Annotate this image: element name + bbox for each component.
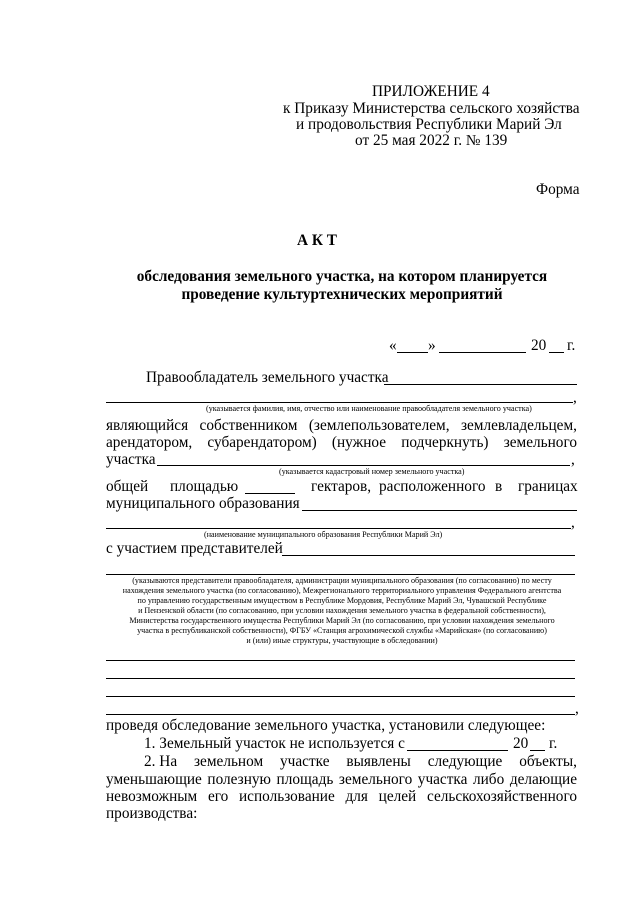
year-blank[interactable] <box>549 352 564 353</box>
document-title: А К Т <box>297 232 337 249</box>
participants-field-2[interactable] <box>106 574 575 575</box>
area-word-2: площадью <box>170 478 239 495</box>
status-line-3: участка <box>106 451 156 468</box>
order-reference: к Приказу Министерства сельского хозяйства <box>283 100 580 117</box>
cadastral-caption: (указывается кадастровый номер земельного участка) <box>279 467 465 476</box>
form-label: Форма <box>536 181 580 198</box>
year-suffix: г. <box>567 337 576 354</box>
finding-1-suffix: г. <box>549 735 558 752</box>
finding-2-line-2: уменьшающие полезную площадь земельного участка либо делающие <box>106 771 577 788</box>
finding-1-date-field[interactable] <box>407 750 508 751</box>
finding-2-line-1: 2. На земельном участке выявлены следующие объекты, <box>144 753 577 770</box>
subtitle-line-2: проведение культуртехнических мероприятий <box>181 286 503 303</box>
owner-field-2[interactable] <box>106 402 573 403</box>
participants-field-5[interactable] <box>106 696 575 697</box>
cadastral-number-field[interactable] <box>157 465 570 466</box>
subtitle-line-1: обследования земельного участка, на котором планируется <box>136 268 548 285</box>
status-comma: , <box>571 451 575 468</box>
owner-caption: (указывается фамилия, имя, отчество или наименование правообладателя земельного участка) <box>206 404 532 413</box>
participants-comma: , <box>575 700 579 717</box>
participants-caption-6: участка в республиканской собственности), ФГБУ «Станция агрохимической службы «Марийская» (по согласованию) <box>137 626 547 635</box>
municipality-field-1[interactable] <box>302 510 577 511</box>
participants-label: с участием представителей <box>106 540 283 557</box>
municipality-label: муниципального образования <box>106 495 300 512</box>
area-word-3: гектаров, <box>311 478 372 495</box>
participants-field-3[interactable] <box>106 660 575 661</box>
municipality-comma: , <box>571 514 575 531</box>
date-open-quote: « <box>389 337 397 354</box>
status-line-2: арендатором, субарендатором) (нужное подчеркнуть) земельного <box>106 434 577 451</box>
finding-1-year-field[interactable] <box>530 750 545 751</box>
area-word-4: расположенного <box>379 478 486 495</box>
municipality-caption: (наименование муниципального образования Республики Марий Эл) <box>204 530 443 539</box>
owner-label: Правообладатель земельного участка <box>146 369 389 386</box>
area-word-1: общей <box>106 478 149 495</box>
participants-caption-3: по управлению государственным имуществом в Республике Мордовия, Республике Марий Эл, Чувашской Республике <box>137 596 547 605</box>
area-hectares-field[interactable] <box>245 493 295 494</box>
participants-field-4[interactable] <box>106 678 575 679</box>
owner-field-1[interactable] <box>384 384 577 385</box>
area-word-5: в <box>495 478 503 495</box>
order-date: от 25 мая 2022 г. № 139 <box>355 132 508 149</box>
finding-1-year: 20 <box>513 735 529 752</box>
finding-2-line-4: производства: <box>106 805 198 822</box>
participants-field-1[interactable] <box>282 555 575 556</box>
participants-caption-7: и (или) иные структуры, участвующие в обследовании) <box>246 636 438 645</box>
findings-intro: проведя обследование земельного участка, установили следующее: <box>106 717 546 734</box>
participants-caption-4: и Пензенской области (по согласованию, при условии нахождения земельного участка в федеральной собственности), <box>138 606 546 615</box>
year-prefix: 20 <box>531 337 547 354</box>
day-blank[interactable] <box>397 352 428 353</box>
ministry-name: и продовольствия Республики Марий Эл <box>296 116 562 133</box>
participants-field-6[interactable] <box>106 714 575 715</box>
participants-caption-2: нахождения земельного участка (по согласованию), Межрегионального территориального управления Федерального агентства <box>122 586 562 595</box>
owner-comma: , <box>573 389 577 406</box>
area-word-6: границах <box>518 478 578 495</box>
date-close-quote: » <box>428 337 436 354</box>
participants-caption-1: (указываются представители правообладателя, администрации муниципального образования (по согласованию) по месту <box>132 576 552 585</box>
month-blank[interactable] <box>439 352 526 353</box>
participants-caption-5: Министерства государственного имущества Республики Марий Эл (по согласованию, при условии нахождения земельного <box>129 616 555 625</box>
municipality-field-2[interactable] <box>106 528 571 529</box>
appendix-number: ПРИЛОЖЕНИЕ 4 <box>372 83 490 100</box>
finding-1-text: 1. Земельный участок не используется с <box>144 735 405 752</box>
status-line-1: являющийся собственником (землепользователем, землевладельцем, <box>106 417 577 434</box>
finding-2-line-3: невозможным его использование для целей сельскохозяйственного <box>106 788 577 805</box>
